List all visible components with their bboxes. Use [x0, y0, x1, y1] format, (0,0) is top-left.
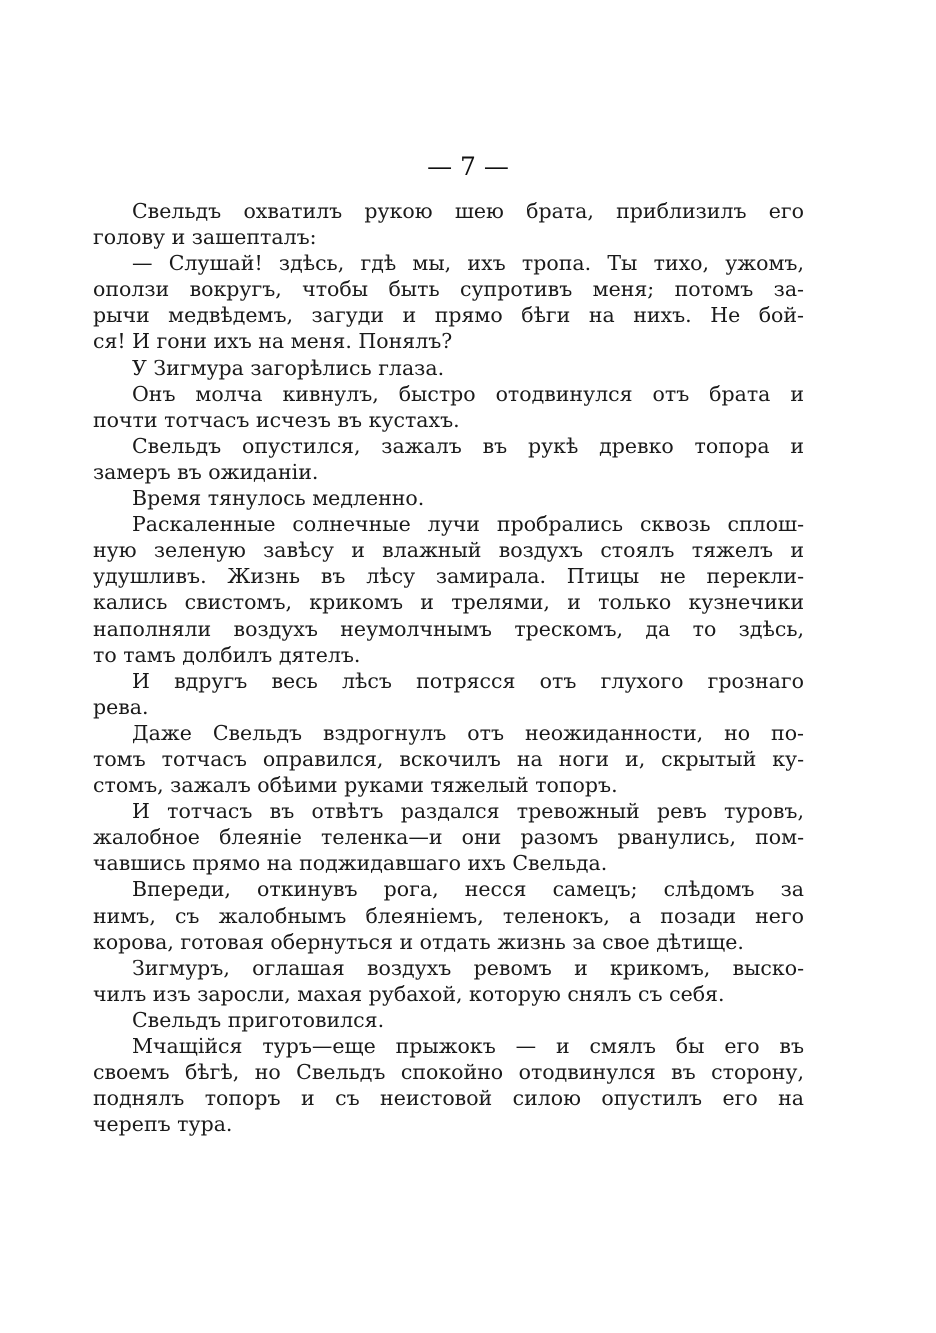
text-line: Даже Свельдъ вздрогнулъ отъ неожиданности, но по-	[132, 720, 804, 745]
paragraph	[93, 250, 804, 354]
paragraph	[93, 668, 804, 720]
text-line: Свельдъ опустился, зажалъ въ рукѣ древко топора и	[132, 433, 804, 458]
text-line: почти тотчасъ исчезъ въ кустахъ.	[93, 407, 460, 432]
text-line: чавшись прямо на поджидавшаго ихъ Свельда.	[93, 851, 608, 876]
text-line: Онъ молча кивнулъ, быстро отодвинулся отъ брата и	[132, 381, 804, 406]
paragraph	[93, 955, 804, 1007]
text-line: Зигмуръ, оглашая воздухъ ревомъ и крикомъ, выско-	[132, 955, 804, 980]
text-line: ную зеленую завѣсу и влажный воздухъ стоялъ тяжелъ и	[93, 538, 804, 563]
text-line: — Слушай! здѣсь, гдѣ мы, ихъ тропа. Ты тихо, ужомъ,	[132, 251, 804, 276]
paragraph	[93, 1007, 804, 1033]
paragraph	[93, 798, 804, 876]
paragraph	[93, 876, 804, 954]
text-line: Время тянулось медленно.	[132, 486, 425, 511]
paragraph	[93, 485, 804, 511]
paragraph	[93, 720, 804, 798]
text-line: И тотчасъ въ отвѣтъ раздался тревожный ревъ туровъ,	[132, 799, 804, 824]
paragraph	[93, 198, 804, 250]
text-line: Впереди, откинувъ рога, несся самецъ; слѣдомъ за	[132, 877, 804, 902]
text-line: черепъ тура.	[93, 1112, 233, 1137]
page-number: — 7 —	[427, 152, 509, 181]
text-line: ся! И гони ихъ на меня. Понялъ?	[93, 329, 453, 354]
text-line: наполняли воздухъ неумолчнымъ трескомъ, да то здѣсь,	[93, 616, 804, 641]
text-line: замеръ въ ожиданіи.	[93, 459, 319, 484]
paragraph	[93, 433, 804, 485]
text-line: Мчащійся туръ—еще прыжокъ — и смялъ бы его въ	[132, 1034, 804, 1058]
paragraph	[93, 511, 804, 668]
text-line: И вдругъ весь лѣсъ потрясся отъ глухого грознаго	[132, 668, 804, 693]
text-line: кались свистомъ, крикомъ и трелями, и только кузнечики	[93, 590, 804, 615]
text-line: Раскаленные солнечные лучи пробрались сквозь сплош-	[132, 512, 804, 537]
text-line: оползи вокругъ, чтобы быть супротивъ меня; потомъ за-	[93, 277, 804, 302]
body-text	[93, 198, 804, 1137]
text-line: Свельдъ охватилъ рукою шею брата, приблизилъ его	[132, 199, 804, 223]
text-line: корова, готовая обернуться и отдать жизнь за свое дѣтище.	[93, 929, 744, 954]
text-line: своемъ бѣгѣ, но Свельдъ спокойно отодвинулся въ сторону,	[93, 1060, 804, 1085]
text-line: рева.	[93, 694, 149, 719]
text-line: удушливъ. Жизнь въ лѣсу замирала. Птицы не перекли-	[93, 564, 804, 589]
text-line: томъ тотчасъ оправился, вскочилъ на ноги и, скрытый ку-	[93, 746, 804, 771]
text-line: рычи медвѣдемъ, загуди и прямо бѣги на нихъ. Не бой-	[93, 303, 804, 328]
text-line: Свельдъ приготовился.	[132, 1007, 385, 1032]
paragraph	[93, 355, 804, 381]
text-line: нимъ, съ жалобнымъ блеяніемъ, теленокъ, а позади него	[93, 903, 804, 928]
text-line: то тамъ долбилъ дятелъ.	[93, 642, 361, 667]
text-line: У Зигмура загорѣлись глаза.	[132, 355, 445, 380]
paragraph	[93, 381, 804, 433]
text-line: стомъ, зажалъ обѣими руками тяжелый топоръ.	[93, 773, 618, 798]
text-line: жалобное блеяніе теленка—и они разомъ рванулись, пом-	[93, 825, 804, 850]
text-line: голову и зашепталъ:	[93, 225, 317, 250]
paragraph	[93, 1033, 804, 1137]
text-line: поднялъ топоръ и съ неистовой силою опустилъ его на	[93, 1086, 804, 1111]
text-line: чилъ изъ заросли, махая рубахой, которую снялъ съ себя.	[93, 981, 725, 1006]
